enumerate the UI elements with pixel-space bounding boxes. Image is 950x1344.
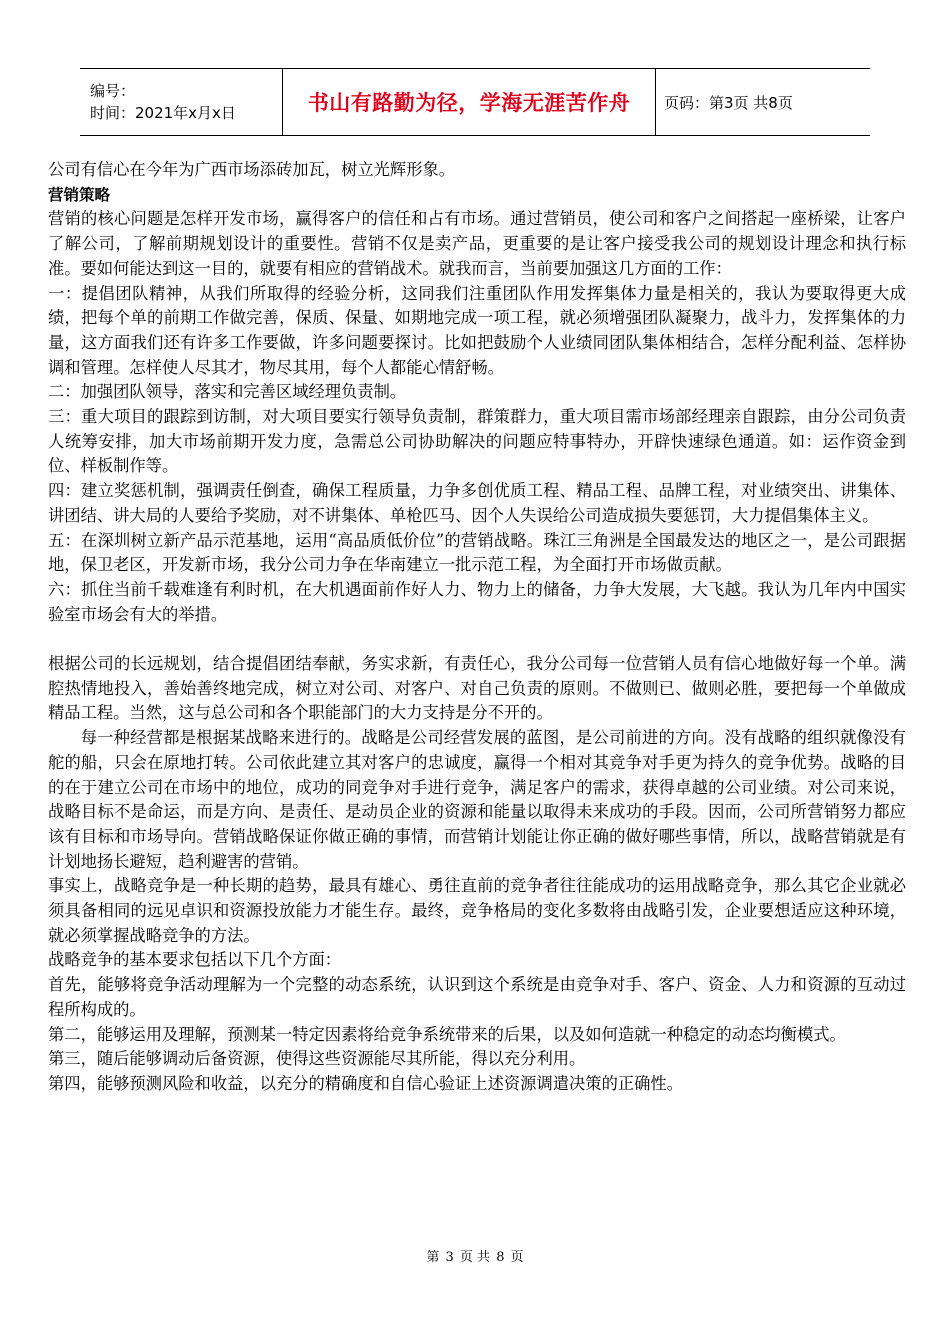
code-label: 编号：	[90, 82, 136, 100]
page-footer	[0, 1246, 950, 1265]
paragraph: 第三，随后能够调动后备资源，使得这些资源能尽其所能，得以充分利用。	[48, 1049, 586, 1069]
paragraph: 战略竞争的基本要求包括以下几个方面：	[48, 950, 342, 970]
footer-prefix: 第	[426, 1250, 440, 1265]
paragraph: 二：加强团队领导，落实和完善区域经理负责制。	[48, 382, 407, 402]
footer-suffix: 页	[510, 1250, 524, 1265]
paragraph: 根据公司的长远规划，结合提倡团结奉献，务实求新，有责任心，我分公司每一位营销人员有信心地做好每一个单。满腔热情地投入，善始善终地完成，树立对公司、对客户、对自己负责的原则。不做则已、做则必胜，要把每一个单做成精品工程。当然，这与总公司和各个职能部门的大力支持是分不开的。	[48, 654, 906, 723]
header-left-cell	[80, 69, 282, 135]
motto-text: 书山有路勤为径，学海无涯苦作舟	[307, 91, 631, 115]
page-label: 页码：第3页 共8页	[664, 93, 793, 112]
paragraph: 三：重大项目的跟踪到访制，对大项目要实行领导负责制，群策群力，重大项目需市场部经理亲自跟踪，由分公司负责人统筹安排，加大市场前期开发力度，急需总公司协助解决的问题应特事特办，开辟快速绿色通道。如：运作资金到位、样板制作等。	[48, 407, 906, 476]
header-table	[80, 68, 870, 136]
section-heading: 营销策略	[48, 185, 111, 204]
document-body	[48, 158, 906, 1097]
paragraph: 六：抓住当前千载难逢有利时机，在大机遇面前作好人力、物力上的储备，力争大发展，大飞越。我认为几年内中国实验室市场会有大的举措。	[48, 579, 906, 624]
paragraph: 首先，能够将竞争活动理解为一个完整的动态系统，认识到这个系统是由竞争对手、客户、资金、人力和资源的互动过程所构成的。	[48, 975, 906, 1019]
blank-line	[48, 627, 906, 652]
paragraph: 第二，能够运用及理解，预测某一特定因素将给竞争系统带来的后果，以及如何造就一种稳定的动态均衡模式。	[48, 1024, 846, 1044]
header-motto-cell	[282, 69, 656, 135]
paragraph: 四：建立奖惩机制，强调责任倒查，确保工程质量，力争多创优质工程、精品工程、品牌工程，对业绩突出、讲集体、讲团结、讲大局的人要给予奖励，对不讲集体、单枪匹马、因个人失误给公司造成损失要惩罚，大力提倡集体主义。	[48, 481, 906, 525]
footer-middle: 页 共	[459, 1250, 491, 1265]
footer-page-number: 3	[445, 1250, 454, 1265]
paragraph: 五：在深圳树立新产品示范基地，运用“高品质低价位”的营销战略。珠江三角洲是全国最发达的地区之一，是公司跟据地，保卫老区，开发新市场，我分公司力争在华南建立一批示范工程，为全面打开市场做贡献。	[48, 530, 906, 575]
footer-total-pages: 8	[496, 1250, 505, 1265]
paragraph: 事实上，战略竞争是一种长期的趋势，最具有雄心、勇往直前的竞争者往往能成功的运用战略竞争，那么其它企业就必须具备相同的远见卓识和资源投放能力才能生存。最终，竞争格局的变化多数将由战略引发，企业要想适应这种环境，就必须掌握战略竞争的方法。	[48, 876, 906, 945]
paragraph: 公司有信心在今年为广西市场添砖加瓦，树立光辉形象。	[48, 160, 456, 179]
paragraph: 第四，能够预测风险和收益，以充分的精确度和自信心验证上述资源调遣决策的正确性。	[48, 1074, 683, 1093]
paragraph: 一：提倡团队精神，从我们所取得的经验分析，这同我们注重团队作用发挥集体力量是相关的，我认为要取得更大成绩，把每个单的前期工作做完善，保质、保量、如期地完成一项工程，就必须增强团队凝聚力，战斗力，发挥集体的力量，这方面我们还有许多工作要做，许多问题要探讨。比如把鼓励个人业绩同团队集体相结合，怎样分配利益、怎样协调和管理。怎样使人尽其才，物尽其用，每个人都能心情舒畅。	[48, 283, 906, 377]
paragraph: 营销的核心问题是怎样开发市场，赢得客户的信任和占有市场。通过营销员，使公司和客户之间搭起一座桥梁，让客户了解公司，了解前期规划设计的重要性。营销不仅是卖产品，更重要的是让客户接受我公司的规划设计理念和执行标准。要如何能达到这一目的，就要有相应的营销战术。就我而言，当前要加强这几方面的工作：	[48, 209, 906, 278]
date-label: 时间：2021年x月x日	[90, 104, 236, 122]
paragraph: 每一种经营都是根据某战略来进行的。战略是公司经营发展的蓝图，是公司前进的方向。没有战略的组织就像没有舵的船，只会在原地打转。公司依此建立其对客户的忠诚度，赢得一个相对其竞争对手更为持久的竞争优势。战略的目的在于建立公司在市场中的地位，成功的同竞争对手进行竞争，满足客户的需求，获得卓越的公司业绩。对公司来说，战略目标不是命运，而是方向、是责任、是动员企业的资源和能量以取得未来成功的手段。因而，公司所营销努力都应该有目标和市场导向。营销战略保证你做正确的事情，而营销计划能让你正确的做好哪些事情，所以，战略营销就是有计划地扬长避短，趋利避害的营销。	[48, 728, 906, 871]
header-right-cell	[656, 69, 870, 135]
